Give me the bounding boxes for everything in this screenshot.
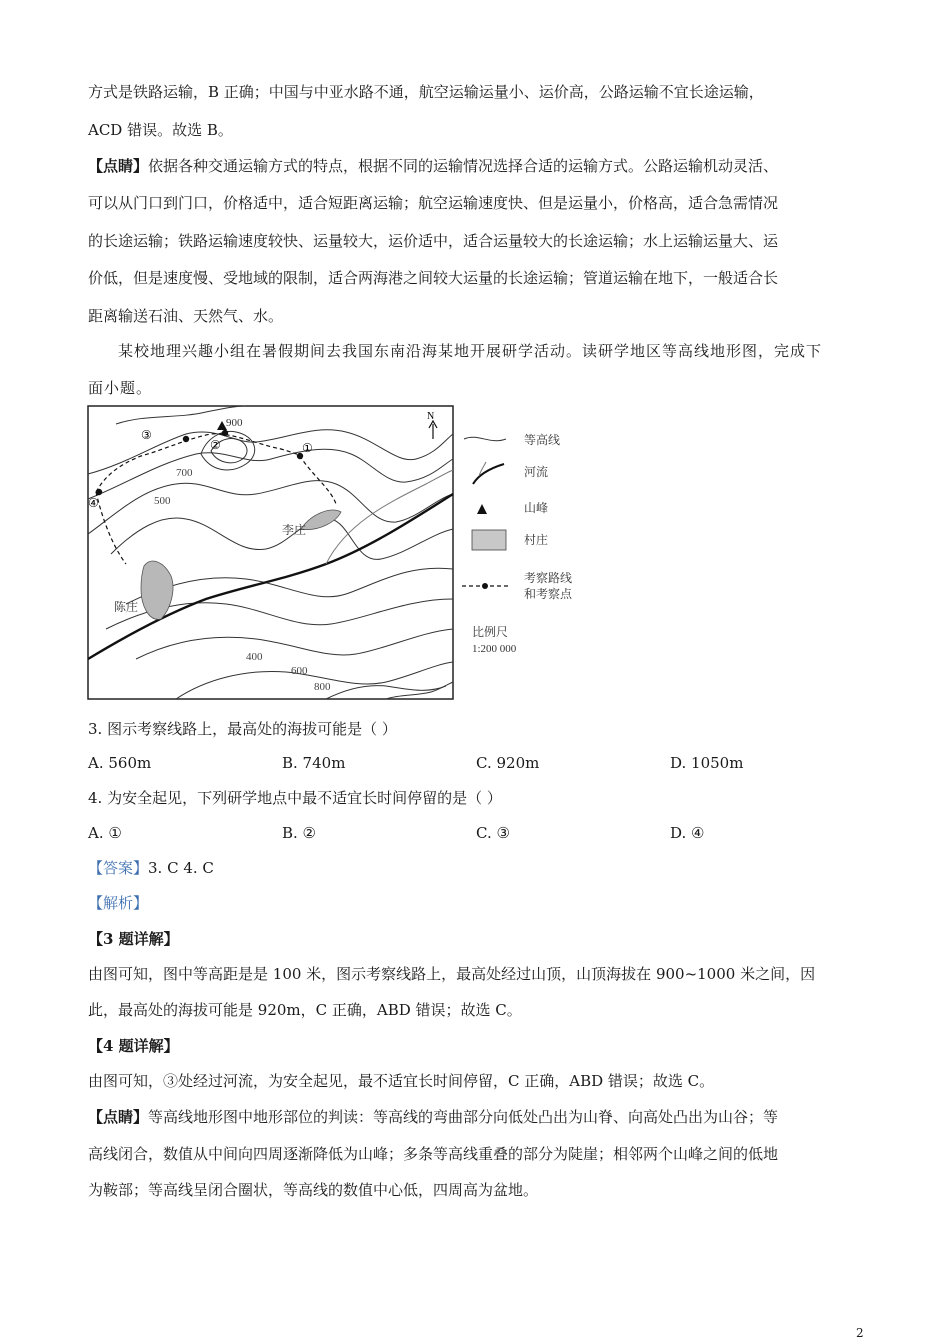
stop-label-4: ④ xyxy=(88,496,99,510)
stop-label-2: ② xyxy=(210,438,221,452)
analysis-tag: 【解析】 xyxy=(88,894,149,912)
legend-river-label: 河流 xyxy=(524,465,549,479)
stop-point-3 xyxy=(183,436,189,442)
tip-text: 高线闭合，数值从中间向四周逐渐降低为山峰；多条等高线重叠的部分为陡崖；相邻两个山峰之间的低地 xyxy=(88,1145,779,1163)
question-3-stem: 3. 图示考察线路上，最高处的海拔可能是（ ） xyxy=(88,720,397,738)
map-legend xyxy=(462,432,573,655)
tip-text: 为鞍部；等高线呈闭合圈状，等高线的数值中心低，四周高为盆地。 xyxy=(88,1181,539,1199)
contour-label: 800 xyxy=(314,681,331,693)
explanation-text: 方式是铁路运输，B 正确；中国与中亚水路不通，航空运输运量小、运价高，公路运输不宜长途运输， xyxy=(88,83,764,101)
tip-text: 等高线地形图中地形部位的判读：等高线的弯曲部分向低处凸出为山脊、向高处凸出为山谷；等 xyxy=(148,1108,779,1126)
legend-route-label: 考察路线 xyxy=(524,571,573,585)
contour-label: 400 xyxy=(246,651,263,663)
contour-map xyxy=(86,404,586,702)
contour-label: 700 xyxy=(176,467,193,479)
scale-title: 比例尺 xyxy=(472,625,509,639)
contour-map-figure xyxy=(86,404,586,702)
peak-elevation-label: 900 xyxy=(226,417,243,429)
tip-paragraph xyxy=(88,1107,778,1127)
legend-route-label: 和考察点 xyxy=(524,587,573,601)
q3-option-b[interactable]: B. 740m xyxy=(282,754,346,772)
q4-option-a[interactable]: A. ① xyxy=(88,824,122,842)
tip-text: 可以从门口到门口，价格适中，适合短距离运输；航空运输速度快、但是运量小，价格高，适合急需情况 xyxy=(88,194,779,212)
detail-4-title: 【4 题详解】 xyxy=(88,1037,179,1055)
scale-value: 1:200 000 xyxy=(472,643,517,655)
legend-contour-label: 等高线 xyxy=(524,433,561,447)
detail-3-text: 由图可知，图中等高距是是 100 米，图示考察线路上，最高处经过山顶，山顶海拔在 900~1000 米之间，因 xyxy=(88,965,816,983)
tip-text: 的长途运输；铁路运输速度较快、运量较大，运价适中，适合运量较大的长途运输；水上运输运量大、运 xyxy=(88,232,779,250)
detail-3-text: 此，最高处的海拔可能是 920m，C 正确，ABD 错误；故选 C。 xyxy=(88,1001,522,1019)
q4-option-b[interactable]: B. ② xyxy=(282,824,317,842)
stop-point-4 xyxy=(96,489,102,495)
tip-text: 距离输送石油、天然气、水。 xyxy=(88,307,284,325)
stop-label-3: ③ xyxy=(141,428,152,442)
tip-tag: 【点睛】 xyxy=(88,157,149,175)
legend-peak-icon xyxy=(477,504,487,514)
explanation-text: ACD 错误。故选 B。 xyxy=(88,121,233,139)
legend-village-label: 村庄 xyxy=(524,533,549,547)
detail-3-title: 【3 题详解】 xyxy=(88,930,179,948)
contour-label: 500 xyxy=(154,495,171,507)
map-frame xyxy=(88,406,453,699)
legend-peak-label: 山峰 xyxy=(524,501,549,515)
q4-option-c[interactable]: C. ③ xyxy=(476,824,510,842)
stop-point-2 xyxy=(222,430,228,436)
answer-tag: 【答案】 xyxy=(88,859,149,877)
q4-option-d[interactable]: D. ④ xyxy=(670,824,705,842)
question-4-stem: 4. 为安全起见，下列研学地点中最不适宜长时间停留的是（ ） xyxy=(88,789,502,807)
tip-tag: 【点睛】 xyxy=(88,1108,149,1126)
tip-text: 价低，但是速度慢、受地域的限制，适合两海港之间较大运量的长途运输；管道运输在地下，一般适合长 xyxy=(88,269,779,287)
q3-option-c[interactable]: C. 920m xyxy=(476,754,540,772)
page-number: 2 xyxy=(856,1326,864,1340)
intro-text: 某校地理兴趣小组在暑假期间去我国东南沿海某地开展研学活动。读研学地区等高线地形图，完成下 xyxy=(118,342,823,360)
north-label: N xyxy=(427,411,435,422)
q3-option-a[interactable]: A. 560m xyxy=(88,754,152,772)
answer-text: 3. C 4. C xyxy=(148,859,214,877)
q3-option-d[interactable]: D. 1050m xyxy=(670,754,744,772)
contour-label: 600 xyxy=(291,665,308,677)
tip-text: 依据各种交通运输方式的特点，根据不同的运输情况选择合适的运输方式。公路运输机动灵活、 xyxy=(148,157,779,175)
village-label-chenzhuang: 陈庄 xyxy=(114,600,139,614)
detail-4-text: 由图可知，③处经过河流，为安全起见，最不适宜长时间停留，C 正确，ABD 错误；故选 C。 xyxy=(88,1072,715,1090)
tip-paragraph xyxy=(88,156,778,176)
village-label-lizhuang: 李庄 xyxy=(282,523,307,537)
answer-line xyxy=(88,858,214,878)
stop-label-1: ① xyxy=(302,441,313,455)
intro-text: 面小题。 xyxy=(88,379,153,397)
